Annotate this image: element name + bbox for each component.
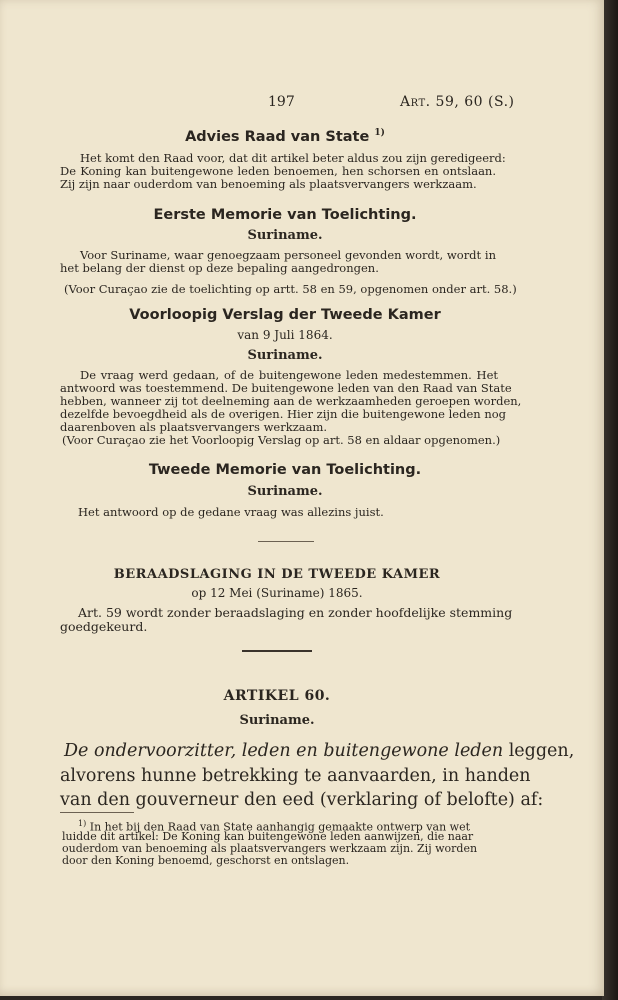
book-spine — [602, 0, 618, 1000]
beraadslaging-title: BERAADSLAGING IN DE TWEEDE KAMER — [113, 567, 441, 582]
page-number: 197 — [268, 94, 295, 110]
section-divider — [258, 541, 314, 542]
voorloopig-line-1: De vraag werd gedaan, of de buitengewone leden medestemmen. Het — [80, 368, 498, 382]
article-reference: Art. 59, 60 (S.) — [400, 94, 515, 110]
footnote-line-2: luidde dit artikel: De Koning kan buitengewone leden aanwijzen, die naar — [62, 830, 474, 843]
beraadslaging-line-1: Art. 59 wordt zonder beraadslaging en zonder hoofdelijke stemming — [78, 605, 513, 620]
eerste-memorie-title: Eerste Memorie van Toelichting. — [153, 207, 417, 223]
voorloopig-line-2: antwoord was toestemmend. De buitengewone leden van den Raad van State — [60, 381, 512, 395]
advies-line-2: De Koning kan buitengewone leden benoemen, hen schorsen en ontslaan. — [60, 164, 496, 178]
artikel-text-line-3: van den gouverneur den eed (verklaring of belofte) af: — [60, 790, 544, 810]
artikel-text-rest: leggen, — [508, 741, 575, 761]
tweede-memorie-title: Tweede Memorie van Toelichting. — [148, 462, 422, 478]
beraadslaging-date: op 12 Mei (Suriname) 1865. — [191, 586, 363, 600]
voorloopig-note: (Voor Curaçao zie het Voorloopig Verslag op art. 58 en aldaar opgenomen.) — [62, 433, 501, 447]
voorloopig-line-4: dezelfde bevoegdheid als de overigen. Hier zijn die buitengewone leden nog — [60, 407, 507, 421]
eerste-memorie-note: (Voor Curaçao zie de toelichting op artt. 58 en 59, opgenomen onder art. 58.) — [64, 282, 517, 296]
footnote-line-4: door den Koning benoemd, geschorst en ontslagen. — [62, 854, 350, 867]
artikel-title: ARTIKEL 60. — [223, 688, 331, 704]
voorloopig-line-5: daarenboven als plaatsvervangers werkzaam. — [60, 420, 328, 434]
advies-line-1: Het komt den Raad voor, dat dit artikel beter aldus zou zijn geredigeerd: — [80, 151, 506, 165]
tweede-memorie-subtitle: Suriname. — [247, 484, 323, 499]
footnote-rule — [60, 812, 134, 813]
artikel-subtitle: Suriname. — [239, 713, 315, 728]
footnote-line-3: ouderdom van benoeming als plaatsvervangers werkzaam zijn. Zij worden — [62, 842, 478, 855]
footnote-line-1-text: In het bij den Raad van State aanhangig gemaakte ontwerp van wet — [89, 820, 471, 834]
article-divider — [242, 650, 312, 652]
voorloopig-line-3: hebben, wanneer zij tot deelneming aan de werkzaamheden geroepen worden, — [60, 394, 522, 408]
footnote-marker: 1) — [78, 819, 87, 828]
beraadslaging-line-2: goedgekeurd. — [60, 619, 148, 634]
advies-footnote-ref: 1) — [374, 128, 385, 138]
eerste-memorie-line-1: Voor Suriname, waar genoegzaam personeel gevonden wordt, wordt in — [80, 248, 496, 262]
advies-heading — [0, 128, 570, 145]
tweede-memorie-line: Het antwoord op de gedane vraag was allezins juist. — [78, 505, 384, 519]
artikel-text-italic: De ondervoorzitter, leden en buitengewone leden — [64, 741, 504, 761]
voorloopig-date: van 9 Juli 1864. — [237, 328, 333, 342]
artikel-text-line-1 — [64, 739, 575, 763]
voorloopig-subtitle: Suriname. — [247, 348, 323, 363]
voorloopig-title: Voorloopig Verslag der Tweede Kamer — [129, 307, 441, 323]
artikel-text-line-2: alvorens hunne betrekking te aanvaarden, in handen — [60, 766, 531, 786]
eerste-memorie-line-2: het belang der dienst op deze bepaling aangedrongen. — [60, 261, 379, 275]
eerste-memorie-subtitle: Suriname. — [247, 228, 323, 243]
advies-line-3: Zij zijn naar ouderdom van benoeming als plaatsvervangers werkzaam. — [60, 177, 477, 191]
advies-title: Advies Raad van State — [185, 128, 370, 145]
